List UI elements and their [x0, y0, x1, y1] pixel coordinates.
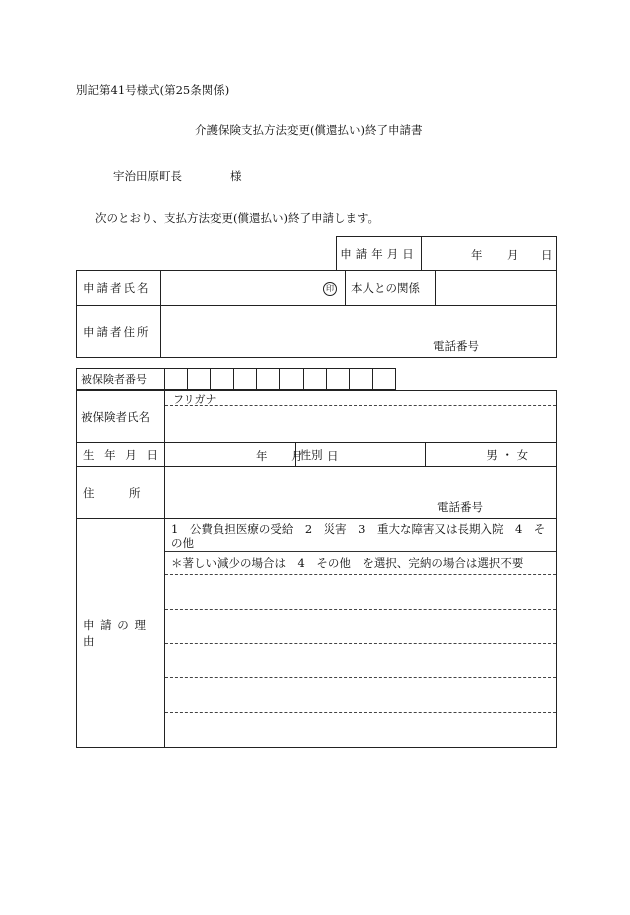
insured-number-digit[interactable] [211, 369, 234, 390]
date-day: 日 [541, 248, 553, 262]
applicant-address-field[interactable] [161, 306, 557, 358]
insured-phone-label: 電話番号 [437, 500, 483, 514]
insured-number-digit[interactable] [326, 369, 349, 390]
form-title: 介護保険支払方法変更(償還払い)終了申請書 [195, 123, 423, 137]
sex-options: 男 ・ 女 [486, 447, 529, 462]
applicant-phone-label: 電話番号 [433, 339, 479, 353]
date-table [336, 236, 557, 271]
insured-number-label: 被保険者番号 [77, 369, 165, 390]
insured-number-digit[interactable] [303, 369, 326, 390]
birth-day: 日 [327, 449, 339, 463]
applicant-address-label: 申請者住所 [77, 306, 161, 358]
insured-number-digit[interactable] [188, 369, 211, 390]
reason-line [165, 677, 556, 678]
applicant-table [76, 270, 557, 358]
insured-name-field[interactable] [165, 391, 557, 443]
date-month: 月 [507, 248, 519, 262]
seal-mark: 印 [323, 282, 337, 296]
birth-year: 年 [256, 449, 268, 463]
date-year: 年 [471, 248, 483, 262]
insured-number-digit[interactable] [372, 369, 395, 390]
intro-text: 次のとおり、支払方法変更(償還払い)終了申請します。 [95, 211, 380, 225]
reason-line [165, 574, 556, 575]
honorific: 様 [230, 169, 242, 183]
reason-options-line2: の他 [171, 536, 194, 550]
insured-name-label: 被保険者氏名 [77, 391, 165, 443]
insured-table [76, 390, 557, 748]
insured-number-table [76, 368, 396, 390]
reason-options-line1: 1 公費負担医療の受給 2 災害 3 重大な障害又は長期入院 4 そ [171, 522, 546, 536]
date-field[interactable] [422, 237, 557, 271]
relation-label: 本人との関係 [346, 271, 436, 306]
insured-number-digit[interactable] [280, 369, 303, 390]
reason-divider [165, 551, 556, 552]
date-label: 申請年月日 [337, 237, 422, 271]
addressee: 宇治田原町長 [113, 169, 182, 183]
applicant-name-field[interactable] [161, 271, 346, 306]
insured-number-digit[interactable] [257, 369, 280, 390]
sex-label: 性別 [295, 443, 426, 467]
insured-number-digit[interactable] [234, 369, 257, 390]
reason-line [165, 643, 556, 644]
reason-line [165, 712, 556, 713]
birth-month: 月 [291, 449, 303, 463]
insured-address-field[interactable] [165, 467, 557, 519]
insured-number-digit[interactable] [165, 369, 188, 390]
relation-field[interactable] [436, 271, 557, 306]
reason-label: 申 請 の 理 由 [77, 519, 165, 748]
form-number: 別記第41号様式(第25条関係) [76, 83, 230, 97]
sex-field[interactable] [426, 443, 557, 467]
reason-note: ＊著しい減少の場合は 4 その他 を選択、完納の場合は選択不要 [171, 556, 524, 570]
birth-label: 生 年 月 日 [77, 443, 165, 467]
furigana-label: フリガナ [173, 393, 217, 406]
reason-field[interactable] [165, 519, 557, 748]
applicant-name-label: 申請者氏名 [77, 271, 161, 306]
insured-number-digit[interactable] [349, 369, 372, 390]
reason-line [165, 609, 556, 610]
insured-address-label: 住 所 [77, 467, 165, 519]
furigana-divider [165, 405, 556, 406]
